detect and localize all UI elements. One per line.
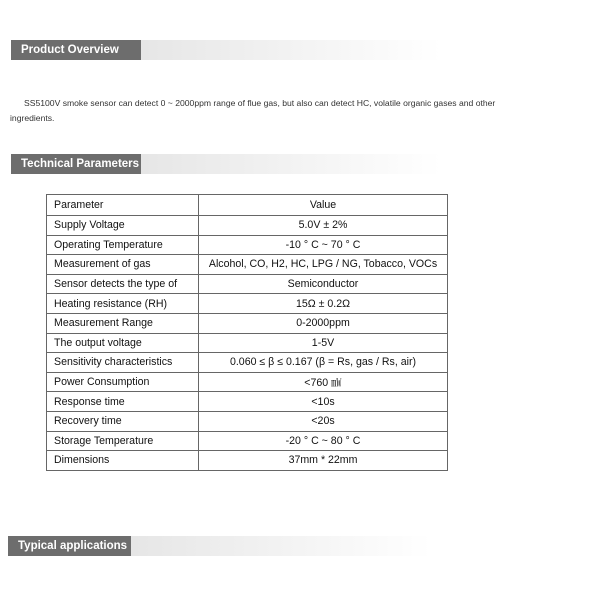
table-row — [47, 431, 448, 451]
product-overview-header — [11, 40, 141, 60]
param-cell: The output voltage — [47, 333, 199, 353]
table-row — [47, 216, 448, 236]
technical-parameters-header — [11, 154, 141, 174]
value-cell: 5.0V ± 2% — [199, 216, 448, 236]
table-row — [47, 333, 448, 353]
param-cell: Sensitivity characteristics — [47, 353, 199, 373]
table-row — [47, 255, 448, 275]
value-cell: -10 ° C ~ 70 ° C — [199, 235, 448, 255]
param-cell: Operating Temperature — [47, 235, 199, 255]
value-cell: Semiconductor — [199, 274, 448, 294]
table-row — [47, 313, 448, 333]
product-overview-title: Product Overview — [21, 44, 119, 56]
value-cell: <10s — [199, 392, 448, 412]
table-row — [47, 235, 448, 255]
parameters-table — [46, 194, 448, 471]
value-cell: <760 ㎽ — [199, 372, 448, 392]
param-cell: Response time — [47, 392, 199, 412]
table-header-row — [47, 195, 448, 216]
table-row — [47, 392, 448, 412]
typical-applications-title: Typical applications — [18, 540, 128, 552]
value-cell: <20s — [199, 411, 448, 431]
param-cell: Measurement of gas — [47, 255, 199, 275]
param-cell: Dimensions — [47, 451, 199, 471]
param-cell: Measurement Range — [47, 313, 199, 333]
value-cell: -20 ° C ~ 80 ° C — [199, 431, 448, 451]
table-row — [47, 353, 448, 373]
value-cell: 15Ω ± 0.2Ω — [199, 294, 448, 314]
overview-text: SS5100V smoke sensor can detect 0 ~ 2000ppm range of flue gas, but also can detect HC, volatile organic gases and other ingredients. — [10, 98, 496, 123]
param-cell: Storage Temperature — [47, 431, 199, 451]
param-cell: Sensor detects the type of — [47, 274, 199, 294]
table-row — [47, 451, 448, 471]
value-cell: 1-5V — [199, 333, 448, 353]
table-row — [47, 274, 448, 294]
value-cell: Alcohol, CO, H2, HC, LPG / NG, Tobacco, VOCs — [199, 255, 448, 275]
overview-paragraph — [10, 96, 510, 126]
table-row — [47, 294, 448, 314]
value-cell: 0-2000ppm — [199, 313, 448, 333]
value-cell: 37mm * 22mm — [199, 451, 448, 471]
table-header-parameter: Parameter — [47, 195, 199, 216]
param-cell: Recovery time — [47, 411, 199, 431]
param-cell: Supply Voltage — [47, 216, 199, 236]
param-cell: Power Consumption — [47, 372, 199, 392]
table-row — [47, 411, 448, 431]
table-row — [47, 372, 448, 392]
param-cell: Heating resistance (RH) — [47, 294, 199, 314]
typical-applications-header — [8, 536, 131, 556]
table-header-value: Value — [199, 195, 448, 216]
technical-parameters-title: Technical Parameters — [21, 158, 140, 170]
value-cell: 0.060 ≤ β ≤ 0.167 (β = Rs, gas / Rs, air) — [199, 353, 448, 373]
